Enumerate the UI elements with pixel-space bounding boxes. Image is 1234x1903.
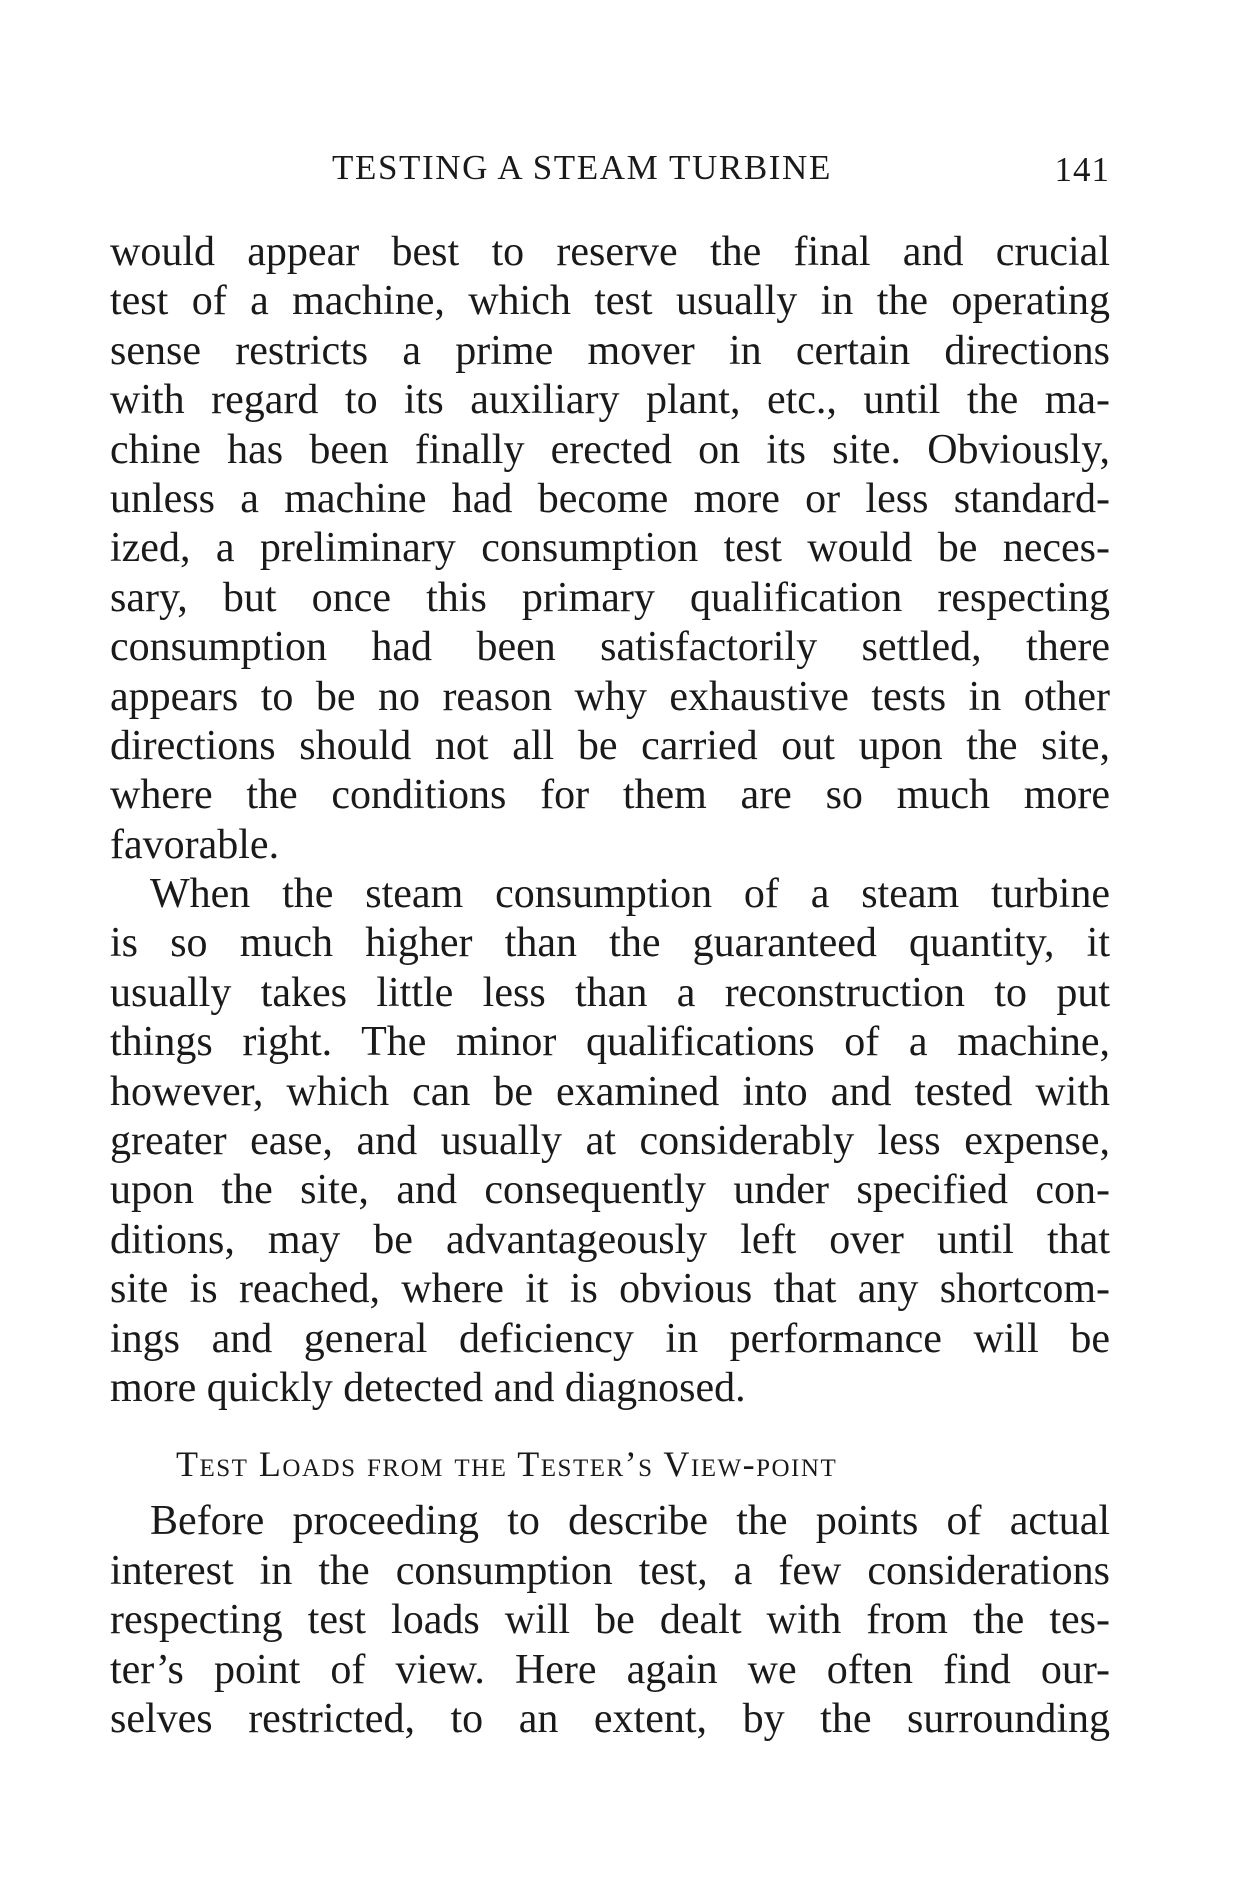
text-line: is so much higher than the guaranteed quantity, it: [110, 920, 1110, 967]
paragraph-1: [110, 228, 1110, 870]
text-line: upon the site, and consequently under specified con-: [110, 1167, 1110, 1214]
running-title: TESTING A STEAM TURBINE: [332, 148, 832, 187]
section-heading: Test Loads from the Tester’s View-point: [176, 1444, 838, 1485]
text-line: unless a machine had become more or less standard-: [110, 475, 1110, 522]
body-text: [110, 228, 1110, 1744]
spacer: [110, 1413, 1110, 1427]
text-line: usually takes little less than a reconstruction to put: [110, 969, 1110, 1016]
text-line: ings and general deficiency in performance will be: [110, 1315, 1110, 1362]
paragraph-2: [110, 870, 1110, 1413]
running-head: [110, 148, 1110, 188]
text-line: consumption had been satisfactorily settled, there: [110, 624, 1110, 671]
text-line: things right. The minor qualifications of a machine,: [110, 1019, 1110, 1066]
text-line: more quickly detected and diagnosed.: [110, 1364, 746, 1411]
text-line: sense restricts a prime mover in certain directions: [110, 327, 1110, 374]
text-line: favorable.: [110, 821, 280, 868]
text-line: test of a machine, which test usually in the operating: [110, 278, 1110, 325]
paragraph-3: [110, 1497, 1110, 1744]
text-line: When the steam consumption of a steam turbine: [150, 871, 1110, 918]
text-line: with regard to its auxiliary plant, etc., until the ma-: [110, 377, 1110, 424]
text-line: ditions, may be advantageously left over until that: [110, 1216, 1110, 1263]
text-line: ter’s point of view. Here again we often find our-: [110, 1646, 1110, 1693]
text-line: however, which can be examined into and tested with: [110, 1068, 1110, 1115]
page-number: 141: [1054, 150, 1110, 189]
text-line: would appear best to reserve the final and crucial: [110, 229, 1110, 275]
text-line: appears to be no reason why exhaustive tests in other: [110, 673, 1110, 720]
text-line: chine has been finally erected on its site. Obviously,: [110, 426, 1110, 473]
text-line: where the conditions for them are so much more: [110, 772, 1110, 819]
text-line: Before proceeding to describe the points of actual: [150, 1498, 1110, 1545]
text-line: interest in the consumption test, a few considerations: [110, 1547, 1110, 1594]
text-line: site is reached, where it is obvious that any shortcom-: [110, 1266, 1110, 1313]
text-line: ized, a preliminary consumption test would be neces-: [110, 525, 1110, 572]
text-line: selves restricted, to an extent, by the surrounding: [110, 1695, 1110, 1742]
text-line: respecting test loads will be dealt with from the tes-: [110, 1597, 1110, 1644]
text-line: directions should not all be carried out upon the site,: [110, 722, 1110, 769]
text-line: sary, but once this primary qualification respecting: [110, 574, 1110, 621]
text-line: greater ease, and usually at considerably less expense,: [110, 1118, 1110, 1165]
